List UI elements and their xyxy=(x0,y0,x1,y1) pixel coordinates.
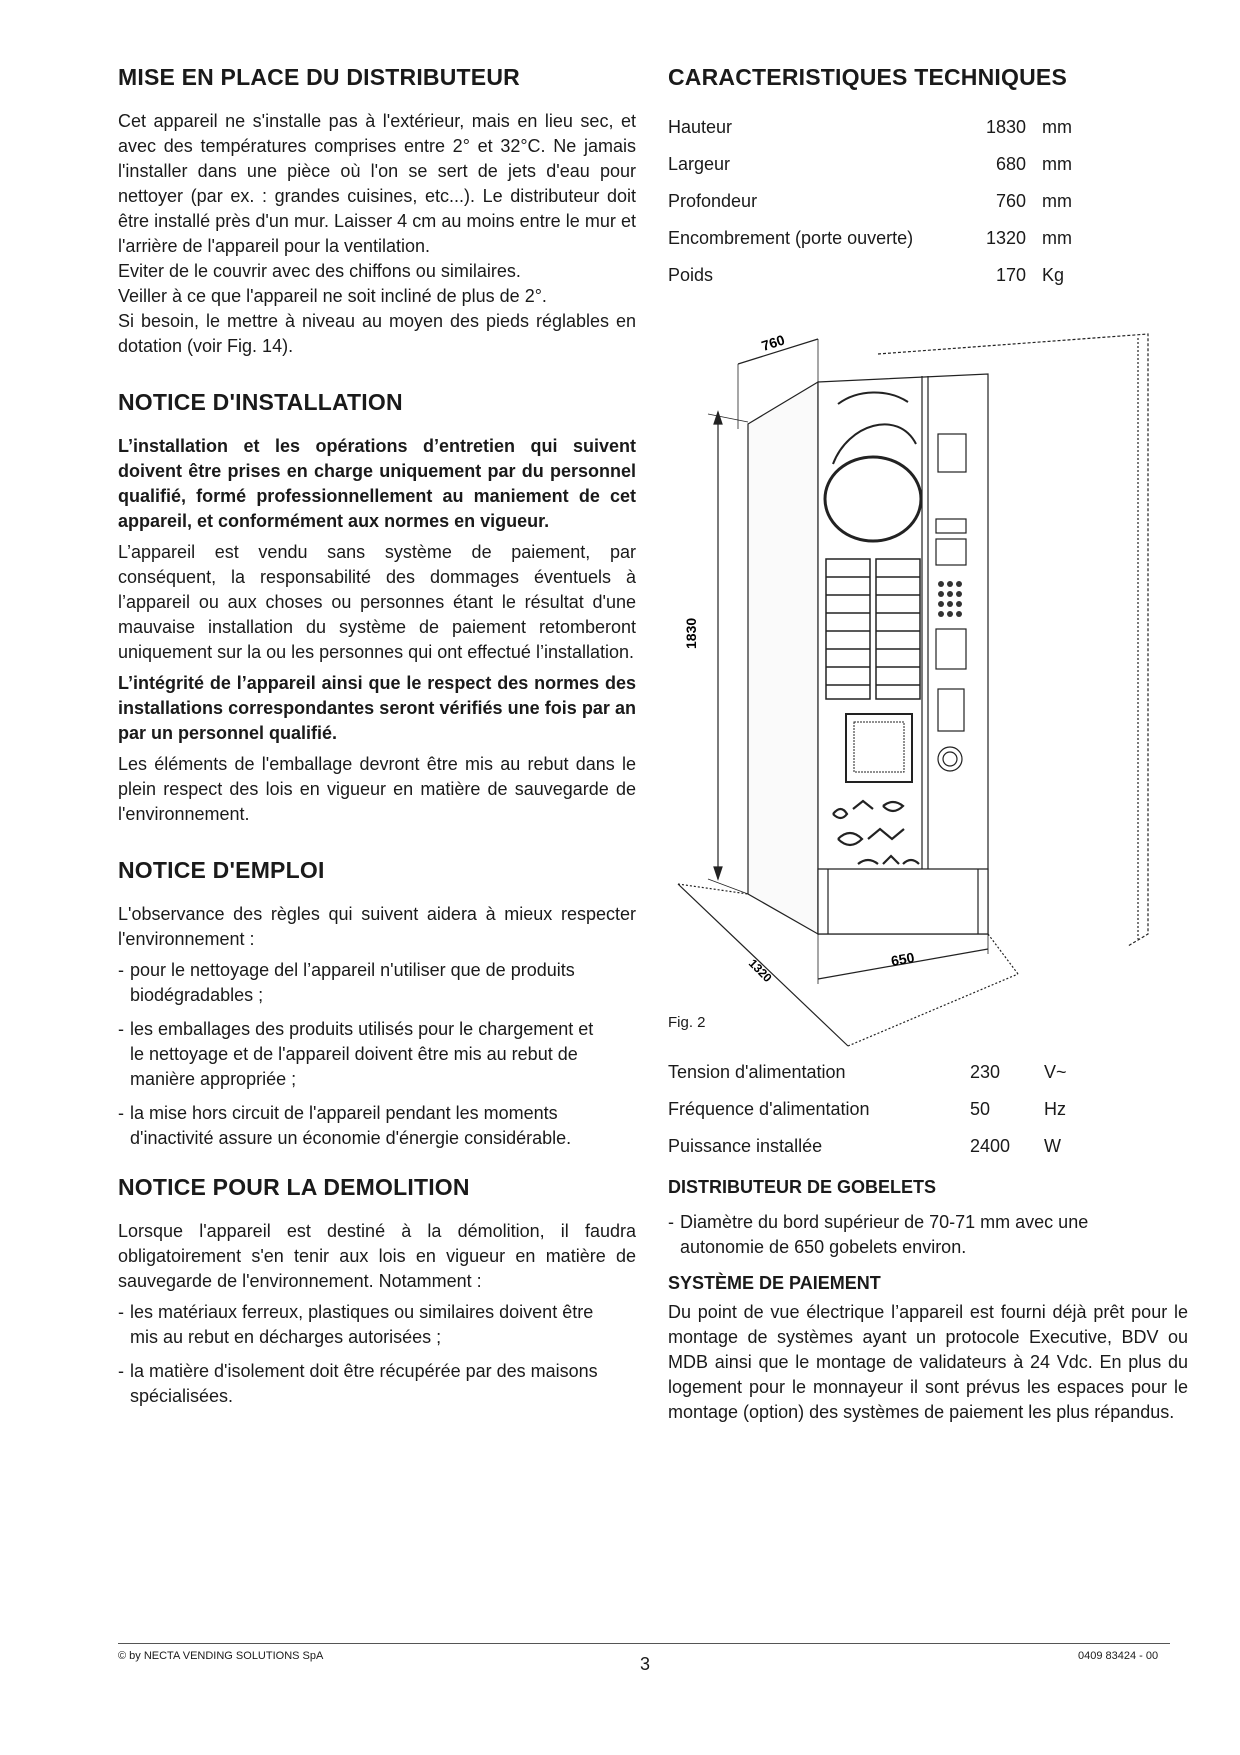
figure-caption: Fig. 2 xyxy=(668,1014,706,1031)
spec-value: 170 xyxy=(995,265,1026,285)
vending-machine-figure xyxy=(658,294,1198,1114)
section-title-placement: MISE EN PLACE DU DISTRIBUTEUR xyxy=(118,64,520,90)
installation-warning: L’installation et les opérations d’entretien qui suivent doivent être prises en charge uniquement par du personnel qualifié, formé professionnellement au maniement de cet appareil, et conformément aux normes en vigueur. xyxy=(118,436,636,531)
dimension-labels xyxy=(658,294,1198,1054)
right-column xyxy=(668,64,1188,1425)
list-item: - Diamètre du bord supérieur de 70-71 mm avec une autonomie de 650 gobelets environ. xyxy=(668,1212,1089,1257)
spec-label: Encombrement (porte ouverte) xyxy=(668,228,914,248)
spec-unit: mm xyxy=(1042,154,1072,174)
demolition-list xyxy=(118,1300,636,1409)
section-title-usage: NOTICE D'EMPLOI xyxy=(118,857,325,883)
document-code: 0409 83424 - 00 xyxy=(1078,1650,1159,1662)
spec-unit: Kg xyxy=(1042,265,1065,285)
elec-value: 230 xyxy=(970,1062,1001,1082)
elec-unit: Hz xyxy=(1044,1099,1066,1119)
table-row xyxy=(668,1128,1104,1165)
list-item: - les emballages des produits utilisés pour le chargement et le nettoyage et de l'appareil doivent être mis au rebut de manière appropriée ; xyxy=(118,1019,594,1089)
table-row xyxy=(668,257,1102,294)
section-title-installation: NOTICE D'INSTALLATION xyxy=(118,389,403,415)
spec-unit: mm xyxy=(1042,117,1072,137)
table-row xyxy=(668,220,1102,257)
specs-table xyxy=(668,109,1102,294)
dim-width-label: 650 xyxy=(889,949,916,969)
spec-unit: mm xyxy=(1042,191,1072,211)
usage-text: L'observance des règles qui suivent aidera à mieux respecter l'environnement : xyxy=(118,904,636,949)
spec-label: Poids xyxy=(668,265,714,285)
left-column xyxy=(118,64,636,1418)
section-title-demolition: NOTICE POUR LA DEMOLITION xyxy=(118,1174,470,1200)
installation-warning-2: L’intégrité de l’appareil ainsi que le respect des normes des installations correspondantes seront vérifiés une fois par an par un personnel qualifié. xyxy=(118,673,636,743)
page-number: 3 xyxy=(640,1654,651,1674)
elec-label: Tension d'alimentation xyxy=(668,1062,846,1082)
table-row xyxy=(668,146,1102,183)
dim-open-label: 1320 xyxy=(745,956,775,986)
cups-title: DISTRIBUTEUR DE GOBELETS xyxy=(668,1177,937,1197)
footer-copyright: © by NECTA VENDING SOLUTIONS SpA xyxy=(118,1650,324,1662)
dim-depth-label: 760 xyxy=(759,331,787,354)
list-item: - pour le nettoyage del l’appareil n'utiliser que de produits biodégradables ; xyxy=(118,960,575,1005)
placement-text: Cet appareil ne s'installe pas à l'extérieur, mais en lieu sec, et avec des températures comprises entre 2° et 32°C. Ne jamais l'installer dans une pièce où l'on se sert de jets d'eau pour nettoyer (par ex. : grandes cuisines, etc...). Le distributeur doit être installé près d'un mur. Laisser 4 cm au moins entre le mur et l'arrière de l'appareil pour la ventilation. xyxy=(118,111,636,256)
payment-text: Du point de vue électrique l’appareil est fourni déjà prêt pour le montage de systèmes ayant un protocole Executive, BDV ou MDB ainsi que le montage de validateurs à 24 Vdc. En plus du logement pour le monnayeur il sont prévus les espaces pour le montage (option) des systèmes de paiement les plus répandus. xyxy=(668,1302,1188,1422)
elec-label: Fréquence d'alimentation xyxy=(668,1099,870,1119)
spec-label: Largeur xyxy=(668,154,731,174)
spec-value: 680 xyxy=(995,154,1026,174)
elec-unit: W xyxy=(1044,1136,1061,1156)
installation-text-2: Les éléments de l'emballage devront être mis au rebut dans le plein respect des lois en vigueur en matière de sauvegarde de l'environnement. xyxy=(118,754,636,824)
spec-unit: mm xyxy=(1042,228,1072,248)
placement-text-2: Eviter de le couvrir avec des chiffons ou similaires. xyxy=(118,261,521,281)
elec-value: 50 xyxy=(970,1099,991,1119)
elec-unit: V~ xyxy=(1044,1062,1067,1082)
demolition-text: Lorsque l'appareil est destiné à la démolition, il faudra obligatoirement s'en tenir aux lois en vigueur en matière de sauvegarde de l'environnement. Notamment : xyxy=(118,1221,636,1291)
list-item: - la matière d'isolement doit être récupérée par des maisons spécialisées. xyxy=(118,1361,598,1406)
dim-height-label: 1830 xyxy=(683,617,699,649)
elec-value: 2400 xyxy=(970,1136,1011,1156)
spec-label: Hauteur xyxy=(668,117,733,137)
payment-title: SYSTÈME DE PAIEMENT xyxy=(668,1273,881,1293)
spec-value: 1320 xyxy=(985,228,1026,248)
usage-list xyxy=(118,958,636,1151)
table-row xyxy=(668,109,1102,146)
list-item: - la mise hors circuit de l'appareil pendant les moments d'inactivité assure un économie d'énergie considérable. xyxy=(118,1103,572,1148)
section-title-specs: CARACTERISTIQUES TECHNIQUES xyxy=(668,64,1067,90)
list-item: - les matériaux ferreux, plastiques ou similaires doivent être mis au rebut en décharges autorisées ; xyxy=(118,1302,594,1347)
installation-text: L’appareil est vendu sans système de paiement, par conséquent, la responsabilité des dommages éventuels à l’appareil ou aux choses ou personnes étant le résultat d'une mauvaise installation du système de paiement retomberont uniquement sur la ou les personnes qui ont effectué l’installation. xyxy=(118,542,636,662)
table-row xyxy=(668,183,1102,220)
placement-text-4: Si besoin, le mettre à niveau au moyen des pieds réglables en dotation (voir Fig. 14). xyxy=(118,311,636,356)
footer-divider xyxy=(118,1643,1170,1644)
spec-value: 1830 xyxy=(985,117,1026,137)
cups-list xyxy=(668,1210,1188,1260)
spec-label: Profondeur xyxy=(668,191,758,211)
spec-value: 760 xyxy=(995,191,1026,211)
elec-label: Puissance installée xyxy=(668,1136,823,1156)
placement-text-3: Veiller à ce que l'appareil ne soit incliné de plus de 2°. xyxy=(118,286,547,306)
